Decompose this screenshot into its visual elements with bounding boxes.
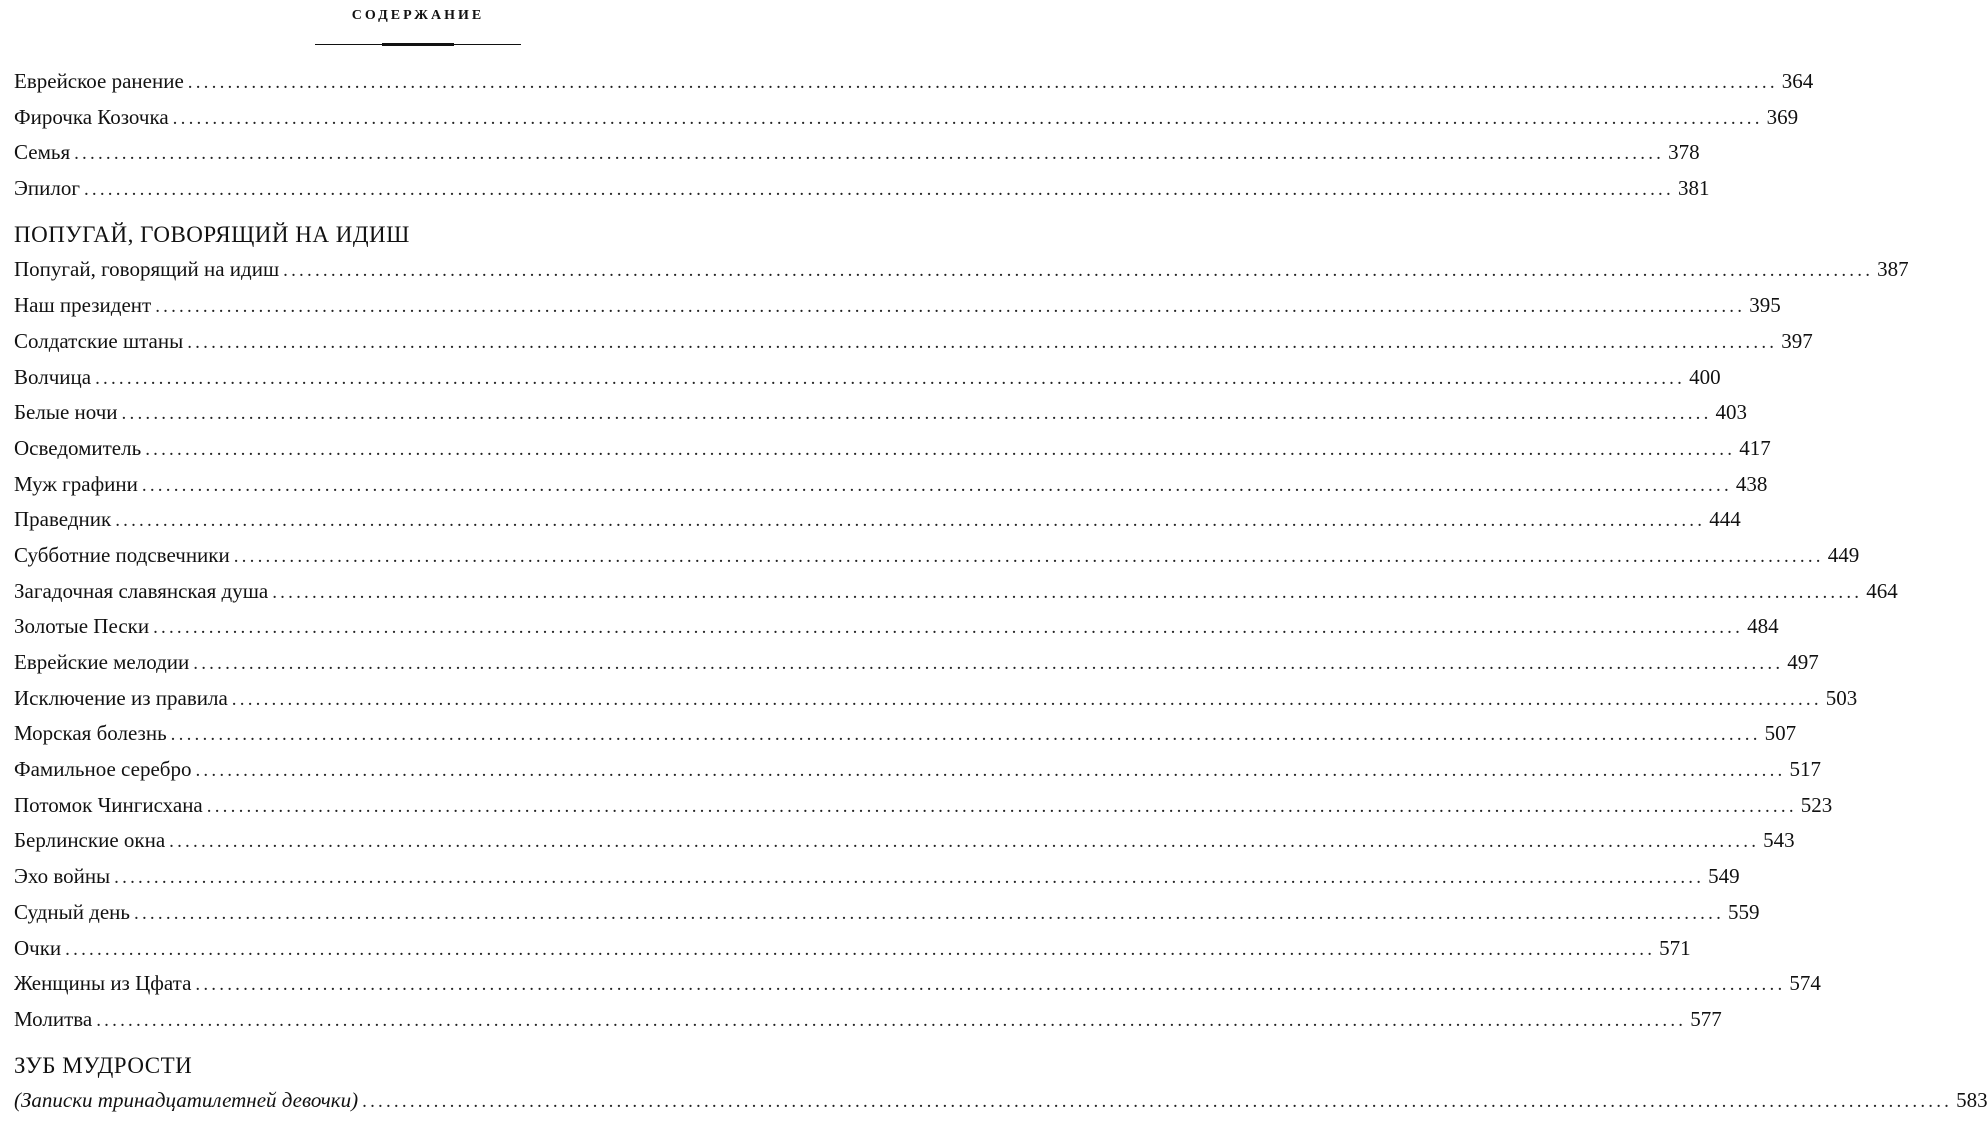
toc-entry-page: 559 — [1728, 899, 1760, 924]
section-heading: ЗУБ МУДРОСТИ — [14, 1052, 193, 1078]
dot-leader: ........................................................................................................................................................................................................ — [233, 545, 1824, 567]
toc-entry[interactable] — [14, 823, 1795, 859]
dot-leader: ........................................................................................................................................................................................................ — [83, 179, 1674, 201]
toc-entry-page: 378 — [1668, 140, 1700, 165]
toc-entry-title: Фирочка Козочка — [14, 104, 169, 129]
toc-entry[interactable] — [14, 502, 1741, 538]
toc-entry-title: Исключение из правила — [14, 685, 228, 710]
toc-entry[interactable] — [14, 931, 1691, 967]
toc-entry-title: Молитва — [14, 1006, 93, 1031]
toc-entry-page: 395 — [1749, 293, 1781, 318]
toc-entry[interactable] — [14, 716, 1797, 752]
toc-entry-page: 364 — [1781, 69, 1814, 93]
toc-entry-title: Фамильное серебро — [14, 757, 192, 782]
toc-entry-title: Наш президент — [14, 293, 152, 318]
dot-leader: ........................................................................................................................................................................................................ — [283, 260, 1874, 282]
dot-leader: ........................................................................................................................................................................................................ — [121, 403, 1712, 425]
dot-leader: ........................................................................................................................................................................................................ — [187, 72, 1778, 93]
toc-entry-page: 417 — [1739, 435, 1771, 460]
toc-entry-title: Осведомитель — [14, 435, 142, 460]
dot-leader: ........................................................................................................................................................................................................ — [155, 296, 1746, 318]
toc-entry-page: 484 — [1747, 614, 1779, 639]
toc-entry[interactable] — [14, 752, 1821, 788]
toc-entry[interactable] — [14, 895, 1760, 931]
toc-entry-page: 369 — [1766, 104, 1799, 129]
toc-entry-page: 574 — [1789, 971, 1821, 996]
toc-entry-title: Семья — [14, 140, 71, 165]
toc-entry-title: Муж графини — [14, 471, 138, 496]
dot-leader: ........................................................................................................................................................................................................ — [96, 1009, 1687, 1031]
toc-entry-title: Волчица — [14, 364, 92, 389]
toc-entry[interactable] — [14, 395, 1748, 431]
toc-entry-page: 438 — [1735, 471, 1768, 496]
dot-leader: ........................................................................................................................................................................................................ — [114, 867, 1705, 889]
toc-entry[interactable] — [14, 1083, 1988, 1119]
toc-entry-title: Еврейское ранение — [14, 69, 184, 93]
dot-leader: ........................................................................................................................................................................................................ — [195, 974, 1786, 996]
toc-entry-page: 403 — [1715, 400, 1748, 425]
dot-leader: ........................................................................................................................................................................................................ — [115, 510, 1706, 532]
toc-entry-title: Эхо войны — [14, 864, 111, 889]
toc-entry-title: Потомок Чингисхана — [14, 792, 203, 817]
toc-entry-title: Золотые Пески — [14, 614, 150, 639]
toc-entry-page: 583 — [1956, 1088, 1988, 1113]
toc-entry-page: 449 — [1827, 542, 1860, 567]
dot-leader: ........................................................................................................................................................................................................ — [231, 688, 1822, 710]
toc-entry-title: Белые ночи — [14, 400, 118, 425]
toc-entry-title: Очки — [14, 935, 62, 960]
dot-leader: ........................................................................................................................................................................................................ — [74, 143, 1665, 165]
toc-entry-title: Морская болезнь — [14, 721, 167, 746]
toc-entry-title: Женщины из Цфата — [14, 971, 192, 996]
toc-entry[interactable] — [14, 324, 1813, 360]
toc-entry-page: 400 — [1689, 364, 1721, 389]
toc-entry-page: 549 — [1708, 864, 1740, 889]
toc-entry[interactable] — [14, 966, 1821, 1002]
dot-leader: ........................................................................................................................................................................................................ — [65, 938, 1656, 960]
toc-entry[interactable] — [14, 609, 1779, 645]
dot-leader: ........................................................................................................................................................................................................ — [134, 902, 1725, 924]
toc-entry[interactable] — [14, 467, 1768, 503]
toc-entry[interactable] — [14, 859, 1740, 895]
dot-leader: ........................................................................................................................................................................................................ — [95, 367, 1686, 389]
toc-entry-title: Праведник — [14, 507, 112, 532]
toc-entry[interactable] — [14, 100, 1799, 136]
toc-entry-page: 381 — [1677, 176, 1710, 201]
toc-entry[interactable] — [14, 288, 1781, 324]
dot-leader: ........................................................................................................................................................................................................ — [195, 760, 1786, 782]
toc-entry-page: 523 — [1800, 792, 1833, 817]
table-of-contents — [14, 64, 1988, 1119]
toc-entry[interactable] — [14, 64, 1814, 100]
toc-entry-title: (Записки тринадцатилетней девочки) — [14, 1088, 359, 1113]
section-heading: ПОПУГАЙ, ГОВОРЯЩИЙ НА ИДИШ — [14, 221, 410, 247]
toc-entry-page: 444 — [1709, 507, 1741, 532]
toc-entry-page: 464 — [1866, 578, 1898, 603]
toc-entry-page: 397 — [1781, 328, 1813, 353]
toc-entry-title: Еврейские мелодии — [14, 650, 190, 674]
dot-leader: ........................................................................................................................................................................................................ — [145, 438, 1736, 460]
toc-entry[interactable] — [14, 135, 1700, 171]
dot-leader: ........................................................................................................................................................................................................ — [153, 617, 1744, 639]
dot-leader: ........................................................................................................................................................................................................ — [170, 724, 1761, 746]
dot-leader: ........................................................................................................................................................................................................ — [272, 581, 1863, 603]
dot-leader: ........................................................................................................................................................................................................ — [141, 474, 1732, 496]
toc-entry[interactable] — [14, 574, 1898, 610]
toc-entry-page: 507 — [1764, 721, 1797, 746]
toc-entry[interactable] — [14, 538, 1860, 574]
toc-entry[interactable] — [14, 431, 1771, 467]
toc-entry-title: Загадочная славянская душа — [14, 578, 269, 603]
toc-entry-page: 517 — [1789, 757, 1821, 782]
dot-leader: ........................................................................................................................................................................................................ — [172, 107, 1763, 129]
toc-entry[interactable] — [14, 252, 1909, 288]
toc-group-2 — [14, 252, 1909, 1037]
toc-entry-title: Солдатские штаны — [14, 328, 184, 353]
toc-entry[interactable] — [14, 171, 1710, 207]
dot-leader: ........................................................................................................................................................................................................ — [169, 831, 1760, 853]
toc-entry[interactable] — [14, 681, 1858, 717]
header-rule-accent — [382, 43, 454, 46]
dot-leader: ........................................................................................................................................................................................................ — [362, 1091, 1953, 1113]
toc-entry-page: 577 — [1690, 1006, 1722, 1031]
toc-entry-page: 497 — [1787, 650, 1819, 674]
dot-leader: ........................................................................................................................................................................................................ — [193, 653, 1784, 674]
toc-entry[interactable] — [14, 360, 1721, 396]
toc-entry[interactable] — [14, 1002, 1722, 1038]
toc-entry-title: Судный день — [14, 899, 131, 924]
toc-group-1 — [14, 64, 1814, 207]
toc-entry-title: Берлинские окна — [14, 828, 166, 853]
toc-entry-page: 503 — [1825, 685, 1858, 710]
toc-entry-page: 387 — [1877, 257, 1909, 282]
page-header: СОДЕРЖАНИЕ — [351, 8, 485, 23]
toc-entry-page: 571 — [1659, 935, 1691, 960]
toc-entry-title: Эпилог — [14, 176, 80, 201]
toc-entry-title: Субботние подсвечники — [14, 542, 230, 567]
toc-entry[interactable] — [14, 788, 1833, 824]
toc-entry-title: Попугай, говорящий на идиш — [14, 257, 280, 282]
dot-leader: ........................................................................................................................................................................................................ — [206, 795, 1797, 817]
toc-entry-page: 543 — [1763, 828, 1795, 853]
toc-entry[interactable] — [14, 645, 1819, 681]
dot-leader: ........................................................................................................................................................................................................ — [187, 331, 1778, 353]
